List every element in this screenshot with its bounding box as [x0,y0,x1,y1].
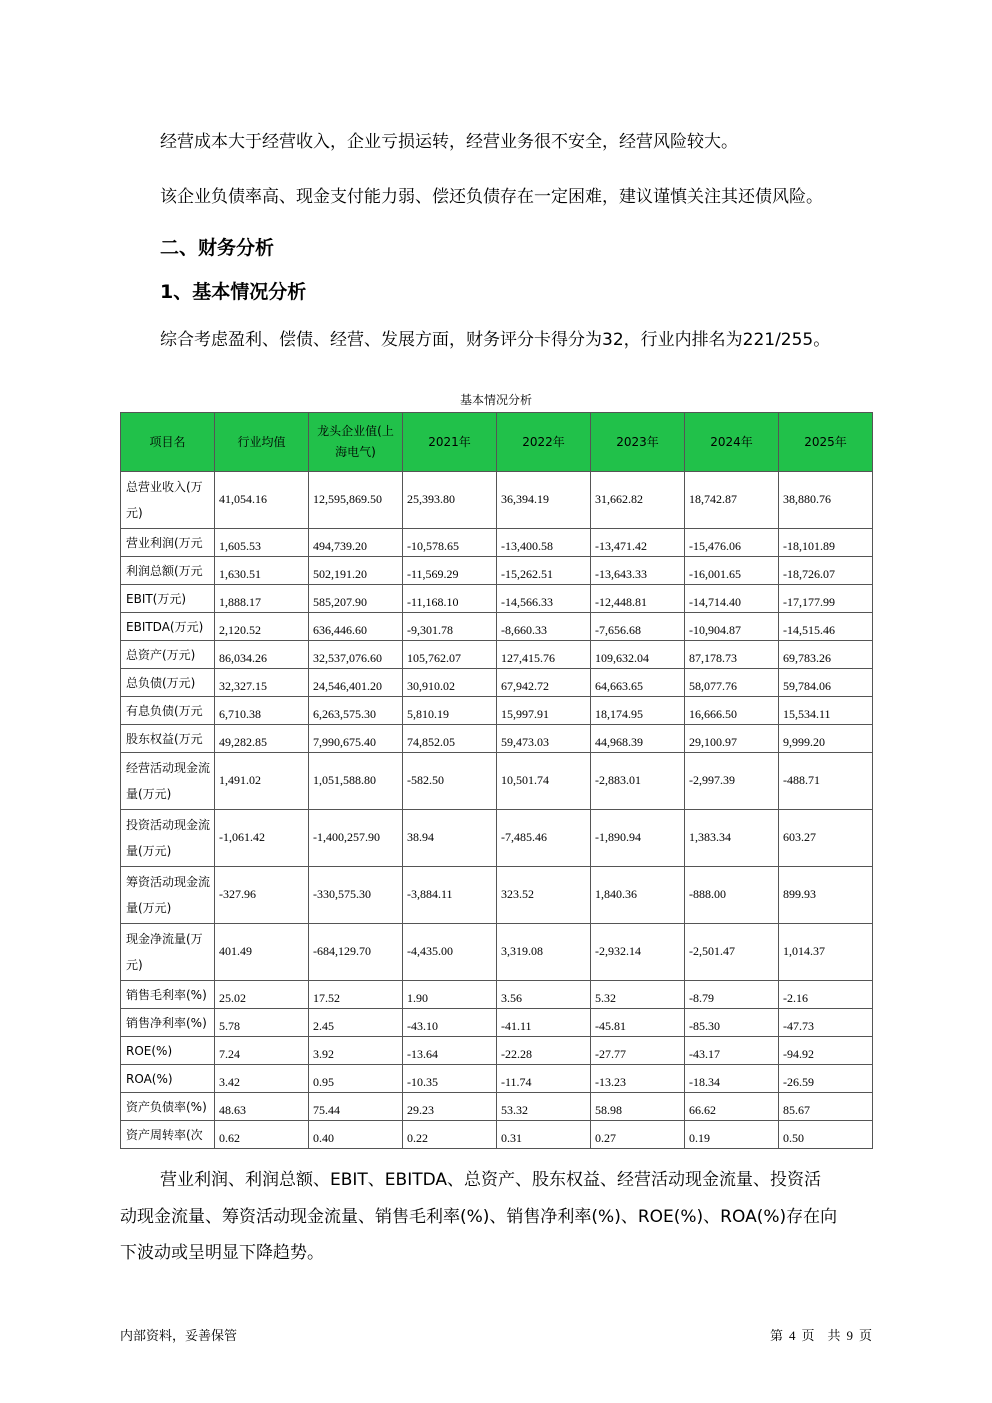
table-row [121,1121,873,1149]
table-cell: 0.31 [497,1121,591,1149]
table-row [121,1037,873,1065]
table-cell: 127,415.76 [497,641,591,669]
table-cell: 58,077.76 [685,669,779,697]
table-cell: 5.78 [215,1009,309,1037]
table-cell: 25,393.80 [403,472,497,529]
table-cell: -22.28 [497,1037,591,1065]
table-cell: 2.45 [309,1009,403,1037]
table-cell: 24,546,401.20 [309,669,403,697]
footer-page-number [770,1325,872,1344]
table-cell: 3.56 [497,981,591,1009]
table-cell: -2.16 [779,981,873,1009]
row-label: 资产负债率(%) [121,1093,215,1121]
table-cell: 105,762.07 [403,641,497,669]
row-label: 经营活动现金流量(万元) [121,753,215,810]
table-cell: -1,061.42 [215,810,309,867]
table-row [121,529,873,557]
table-cell: 2,120.52 [215,613,309,641]
table-cell: -3,884.11 [403,867,497,924]
table-cell: 53.32 [497,1093,591,1121]
table-cell: -11,569.29 [403,557,497,585]
page-current: 4 [788,1328,796,1343]
table-cell: 899.93 [779,867,873,924]
column-header: 龙头企业值(上海电气) [309,413,403,472]
table-cell: 1,491.02 [215,753,309,810]
table-cell: 31,662.82 [591,472,685,529]
table-cell: 1,630.51 [215,557,309,585]
table-cell: -18.34 [685,1065,779,1093]
column-header: 项目名 [121,413,215,472]
table-cell: -14,515.46 [779,613,873,641]
table-cell: 3.42 [215,1065,309,1093]
table-cell: 58.98 [591,1093,685,1121]
table-cell: 12,595,869.50 [309,472,403,529]
row-label: ROA(%) [121,1065,215,1093]
table-cell: 0.40 [309,1121,403,1149]
section-title: 二、财务分析 [160,237,275,259]
row-label: EBITDA(万元) [121,613,215,641]
table-cell: 1,383.34 [685,810,779,867]
table-cell: -13,471.42 [591,529,685,557]
table-cell: 1,051,588.80 [309,753,403,810]
table-header-row [121,413,873,472]
table-cell: 18,742.87 [685,472,779,529]
table-cell: -15,476.06 [685,529,779,557]
table-cell: -94.92 [779,1037,873,1065]
table-cell: -27.77 [591,1037,685,1065]
table-cell: 85.67 [779,1093,873,1121]
table-row [121,1093,873,1121]
table-cell: 0.19 [685,1121,779,1149]
table-cell: 0.50 [779,1121,873,1149]
table-cell: 30,910.02 [403,669,497,697]
table-cell: 41,054.16 [215,472,309,529]
table-cell: -2,997.39 [685,753,779,810]
table-cell: 3,319.08 [497,924,591,981]
table-cell: -13,400.58 [497,529,591,557]
table-cell: -13,643.33 [591,557,685,585]
table-cell: 86,034.26 [215,641,309,669]
table-cell: -15,262.51 [497,557,591,585]
table-cell: 32,327.15 [215,669,309,697]
page-suffix: 页 [858,1329,872,1344]
table-cell: 17.52 [309,981,403,1009]
table-cell: 9,999.20 [779,725,873,753]
row-label: 销售净利率(%) [121,1009,215,1037]
row-label: 有息负债(万元 [121,697,215,725]
table-cell: -8,660.33 [497,613,591,641]
table-cell: -43.17 [685,1037,779,1065]
table-cell: 44,968.39 [591,725,685,753]
row-label: 资产周转率(次 [121,1121,215,1149]
table-cell: 636,446.60 [309,613,403,641]
table-cell: 1,014.37 [779,924,873,981]
table-cell: -7,656.68 [591,613,685,641]
table-cell: 59,473.03 [497,725,591,753]
row-label: EBIT(万元) [121,585,215,613]
section-subtitle: 1、基本情况分析 [160,281,307,303]
table-cell: -45.81 [591,1009,685,1037]
table-cell: 49,282.85 [215,725,309,753]
table-cell: 1,888.17 [215,585,309,613]
table-cell: -2,501.47 [685,924,779,981]
table-cell: -11.74 [497,1065,591,1093]
table-cell: -4,435.00 [403,924,497,981]
row-label: 总资产(万元) [121,641,215,669]
table-cell: 25.02 [215,981,309,1009]
table-cell: -10.35 [403,1065,497,1093]
table-cell: 59,784.06 [779,669,873,697]
table-cell: -1,890.94 [591,810,685,867]
table-cell: -41.11 [497,1009,591,1037]
table-cell: -26.59 [779,1065,873,1093]
table-cell: 16,666.50 [685,697,779,725]
financial-table [120,412,873,1149]
table-cell: 7.24 [215,1037,309,1065]
table-cell: 32,537,076.60 [309,641,403,669]
table-cell: 7,990,675.40 [309,725,403,753]
table-cell: 36,394.19 [497,472,591,529]
table-cell: -1,400,257.90 [309,810,403,867]
table-cell: 6,263,575.30 [309,697,403,725]
table-caption: 基本情况分析 [459,393,532,407]
column-header: 2025年 [779,413,873,472]
row-label: 销售毛利率(%) [121,981,215,1009]
table-cell: -47.73 [779,1009,873,1037]
table-cell: -10,578.65 [403,529,497,557]
row-label: 利润总额(万元 [121,557,215,585]
row-label: 总营业收入(万元) [121,472,215,529]
table-cell: -13.64 [403,1037,497,1065]
table-cell: 10,501.74 [497,753,591,810]
column-header: 2021年 [403,413,497,472]
table-cell: 38.94 [403,810,497,867]
footer-confidential: 内部资料，妥善保管 [120,1329,238,1344]
column-header: 行业均值 [215,413,309,472]
table-cell: 5.32 [591,981,685,1009]
row-label: 营业利润(万元 [121,529,215,557]
table-cell: 15,534.11 [779,697,873,725]
table-cell: 64,663.65 [591,669,685,697]
table-cell: 48.63 [215,1093,309,1121]
column-header: 2023年 [591,413,685,472]
table-cell: 5,810.19 [403,697,497,725]
table-row [121,557,873,585]
row-label: 总负债(万元) [121,669,215,697]
table-cell: -10,904.87 [685,613,779,641]
table-row [121,753,873,810]
table-cell: -13.23 [591,1065,685,1093]
page-prefix: 第 [769,1329,783,1344]
table-row [121,669,873,697]
table-cell: 494,739.20 [309,529,403,557]
table-row [121,641,873,669]
table-cell: -2,932.14 [591,924,685,981]
column-header: 2024年 [685,413,779,472]
table-cell: -14,566.33 [497,585,591,613]
table-cell: -684,129.70 [309,924,403,981]
column-header: 2022年 [497,413,591,472]
table-row [121,1065,873,1093]
table-row [121,725,873,753]
table-cell: 1,605.53 [215,529,309,557]
table-cell: -327.96 [215,867,309,924]
table-cell: 6,710.38 [215,697,309,725]
table-cell: -16,001.65 [685,557,779,585]
table-row [121,924,873,981]
score-summary: 综合考虑盈利、偿债、经营、发展方面，财务评分卡得分为32，行业内排名为221/255。 [160,330,831,350]
table-cell: 3.92 [309,1037,403,1065]
row-label: 现金净流量(万元) [121,924,215,981]
table-cell: -582.50 [403,753,497,810]
table-cell: 29,100.97 [685,725,779,753]
table-cell: 0.62 [215,1121,309,1149]
table-cell: -18,101.89 [779,529,873,557]
table-cell: 401.49 [215,924,309,981]
table-cell: 1,840.36 [591,867,685,924]
table-cell: 66.62 [685,1093,779,1121]
table-cell: -9,301.78 [403,613,497,641]
table-cell: -12,448.81 [591,585,685,613]
table-row [121,585,873,613]
table-cell: -18,726.07 [779,557,873,585]
table-cell: -17,177.99 [779,585,873,613]
conclusion-line-2: 动现金流量、筹资活动现金流量、销售毛利率(%)、销售净利率(%)、ROE(%)、ROA(%)存在向 [120,1207,838,1227]
table-cell: -11,168.10 [403,585,497,613]
table-cell: -488.71 [779,753,873,810]
table-cell: 0.95 [309,1065,403,1093]
table-cell: 585,207.90 [309,585,403,613]
table-cell: 67,942.72 [497,669,591,697]
table-cell: -2,883.01 [591,753,685,810]
table-cell: -888.00 [685,867,779,924]
table-cell: -330,575.30 [309,867,403,924]
intro-paragraph-2: 该企业负债率高、现金支付能力弱、偿还负债存在一定困难，建议谨慎关注其还债风险。 [160,187,823,207]
conclusion-line-3: 下波动或呈明显下降趋势。 [120,1243,324,1263]
intro-paragraph-1: 经营成本大于经营收入，企业亏损运转，经营业务很不安全，经营风险较大。 [160,132,738,152]
table-row [121,613,873,641]
table-cell: -8.79 [685,981,779,1009]
page-mid: 页 共 [801,1329,841,1344]
table-cell: -43.10 [403,1009,497,1037]
table-row [121,472,873,529]
table-cell: 502,191.20 [309,557,403,585]
table-cell: 29.23 [403,1093,497,1121]
table-cell: 0.22 [403,1121,497,1149]
table-cell: 87,178.73 [685,641,779,669]
table-cell: 18,174.95 [591,697,685,725]
table-cell: 603.27 [779,810,873,867]
table-cell: 74,852.05 [403,725,497,753]
table-cell: 38,880.76 [779,472,873,529]
table-cell: 1.90 [403,981,497,1009]
row-label: 投资活动现金流量(万元) [121,810,215,867]
row-label: ROE(%) [121,1037,215,1065]
table-cell: 323.52 [497,867,591,924]
table-cell: 109,632.04 [591,641,685,669]
table-cell: 0.27 [591,1121,685,1149]
table-cell: 15,997.91 [497,697,591,725]
row-label: 股东权益(万元 [121,725,215,753]
table-row [121,867,873,924]
page-total: 9 [846,1328,853,1343]
table-cell: 75.44 [309,1093,403,1121]
table-cell: -7,485.46 [497,810,591,867]
table-cell: -85.30 [685,1009,779,1037]
table-cell: -14,714.40 [685,585,779,613]
table-row [121,981,873,1009]
conclusion-line-1: 营业利润、利润总额、EBIT、EBITDA、总资产、股东权益、经营活动现金流量、投资活 [160,1170,822,1190]
table-row [121,697,873,725]
table-cell: 69,783.26 [779,641,873,669]
row-label: 筹资活动现金流量(万元) [121,867,215,924]
table-row [121,1009,873,1037]
table-row [121,810,873,867]
